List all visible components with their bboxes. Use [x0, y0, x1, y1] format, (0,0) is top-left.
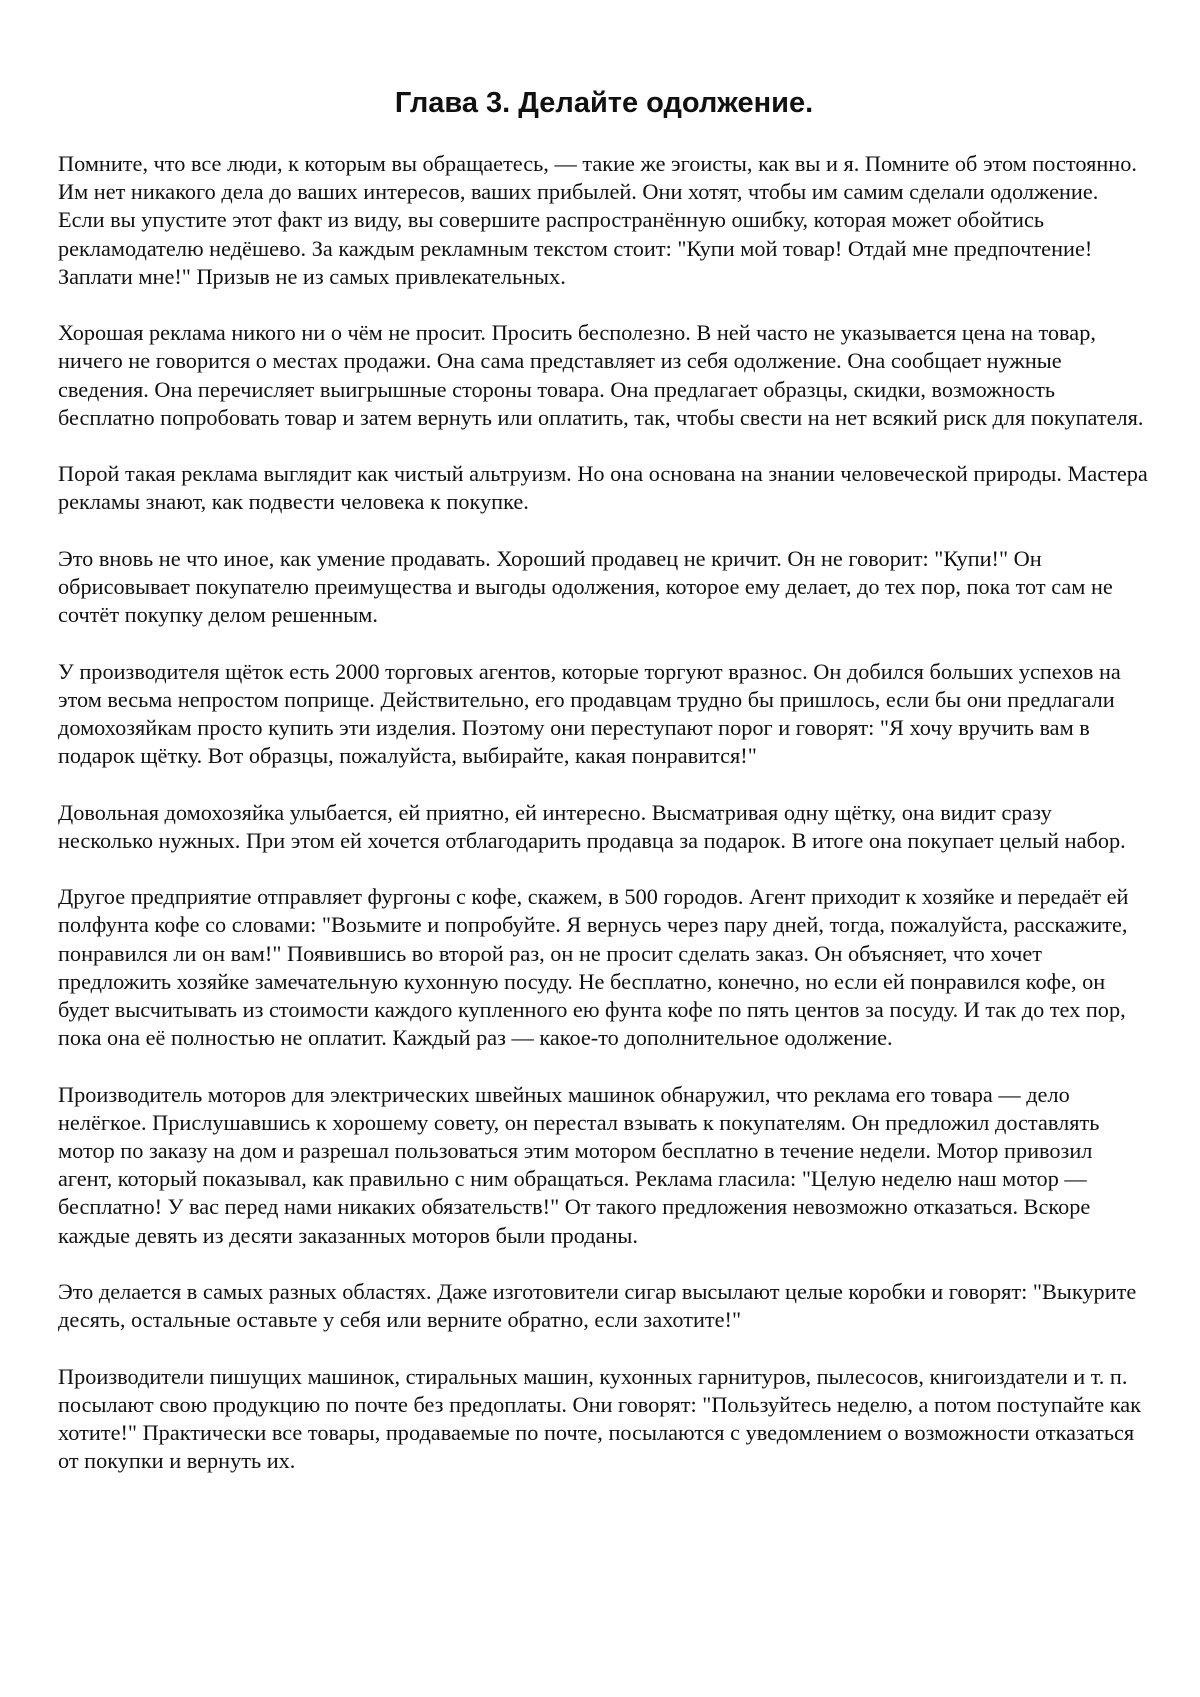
paragraph-10: Производители пишущих машинок, стиральных машин, кухонных гарнитуров, пылесосов, книгоиздатели и т. п. посылают свою продукцию по почте без предоплаты. Они говорят: "Пользуйтесь неделю, а потом поступайте как хотите!" Практически все товары, продаваемые по почте, посылаются с уведомлением о возможности отказаться от покупки и вернуть их.: [58, 1363, 1141, 1474]
paragraph-3: Порой такая реклама выглядит как чистый альтруизм. Но она основана на знании человеческой природы. Мастера рекламы знают, как подвести человека к покупке.: [58, 461, 1148, 515]
paragraph-2: Хорошая реклама никого ни о чём не просит. Просить бесполезно. В ней часто не указывается цена на товар, ничего не говорится о местах продажи. Она сама представляет из себя одолжение. Она сообщает нужные сведения. Она перечисляет выигрышные стороны товара. Она предлагает образцы, скидки, возможность бесплатно попробовать товар и затем вернуть или оплатить, так, чтобы свести на нет всякий риск для покупателя.: [58, 320, 1144, 430]
paragraph-5: У производителя щёток есть 2000 торговых агентов, которые торгуют вразнос. Он добился больших успехов на этом весьма непростом поприще. Действительно, его продавцам трудно бы пришлось, если бы они предлагали домохозяйкам просто купить эти изделия. Поэтому они переступают порог и говорят: "Я хочу вручить вам в подарок щётку. Вот образцы, пожалуйста, выбирайте, какая понравится!": [58, 658, 1121, 769]
paragraph-9: Это делается в самых разных областях. Даже изготовители сигар высылают целые коробки и говорят: "Выкурите десять, остальные оставьте у себя или верните обратно, если захотите!": [58, 1279, 1137, 1333]
paragraph-4: Это вновь не что иное, как умение продавать. Хороший продавец не кричит. Он не говорит: "Купи!" Он обрисовывает покупателю преимущества и выгоды одолжения, которое ему делает, до тех пор, пока тот сам не сочтёт покупку делом решенным.: [58, 545, 1113, 628]
paragraph-7: Другое предприятие отправляет фургоны с кофе, скажем, в 500 городов. Агент приходит к хозяйке и передаёт ей полфунта кофе со словами: "Возьмите и попробуйте. Я вернусь через пару дней, тогда, пожалуйста, расскажите, понравился ли он вам!" Появившись во второй раз, он не просит сделать заказ. Он объясняет, что хочет предложить хозяйке замечательную кухонную посуду. Не бесплатно, конечно, но если ей понравился кофе, он будет высчитывать из стоимости каждого купленного ею фунта кофе по пять центов за посуду. И так до тех пор, пока она её полностью не оплатит. Каждый раз — какое-то дополнительное одолжение.: [58, 884, 1129, 1051]
paragraph-1: Помните, что все люди, к которым вы обращаетесь, — такие же эгоисты, как вы и я. Помните об этом постоянно. Им нет никакого дела до ваших интересов, ваших прибылей. Они хотят, чтобы им самим сделали одолжение. Если вы упустите этот факт из виду, вы совершите распространённую ошибку, которая может обойтись рекламодателю недёшево. За каждым рекламным текстом стоит: "Купи мой товар! Отдай мне предпочтение! Заплати мне!" Призыв не из самых привлекательных.: [58, 151, 1137, 289]
paragraph-6: Довольная домохозяйка улыбается, ей приятно, ей интересно. Высматривая одну щётку, она видит сразу несколько нужных. При этом ей хочется отблагодарить продавца за подарок. В итоге она покупает целый набор.: [58, 799, 1126, 853]
chapter-title: Глава 3. Делайте одолжение.: [394, 87, 814, 119]
paragraph-8: Производитель моторов для электрических швейных машинок обнаружил, что реклама его товара — дело нелёгкое. Прислушавшись к хорошему совету, он перестал взывать к покупателям. Он предложил доставлять мотор по заказу на дом и разрешал пользоваться этим мотором бесплатно в течение недели. Мотор привозил агент, который показывал, как правильно с ним обращаться. Реклама гласила: "Целую неделю наш мотор — бесплатно! У вас перед нами никаких обязательств!" От такого предложения невозможно отказаться. Вскоре каждые девять из десяти заказанных моторов были проданы.: [58, 1081, 1100, 1248]
document-page: [58, 78, 1150, 1504]
